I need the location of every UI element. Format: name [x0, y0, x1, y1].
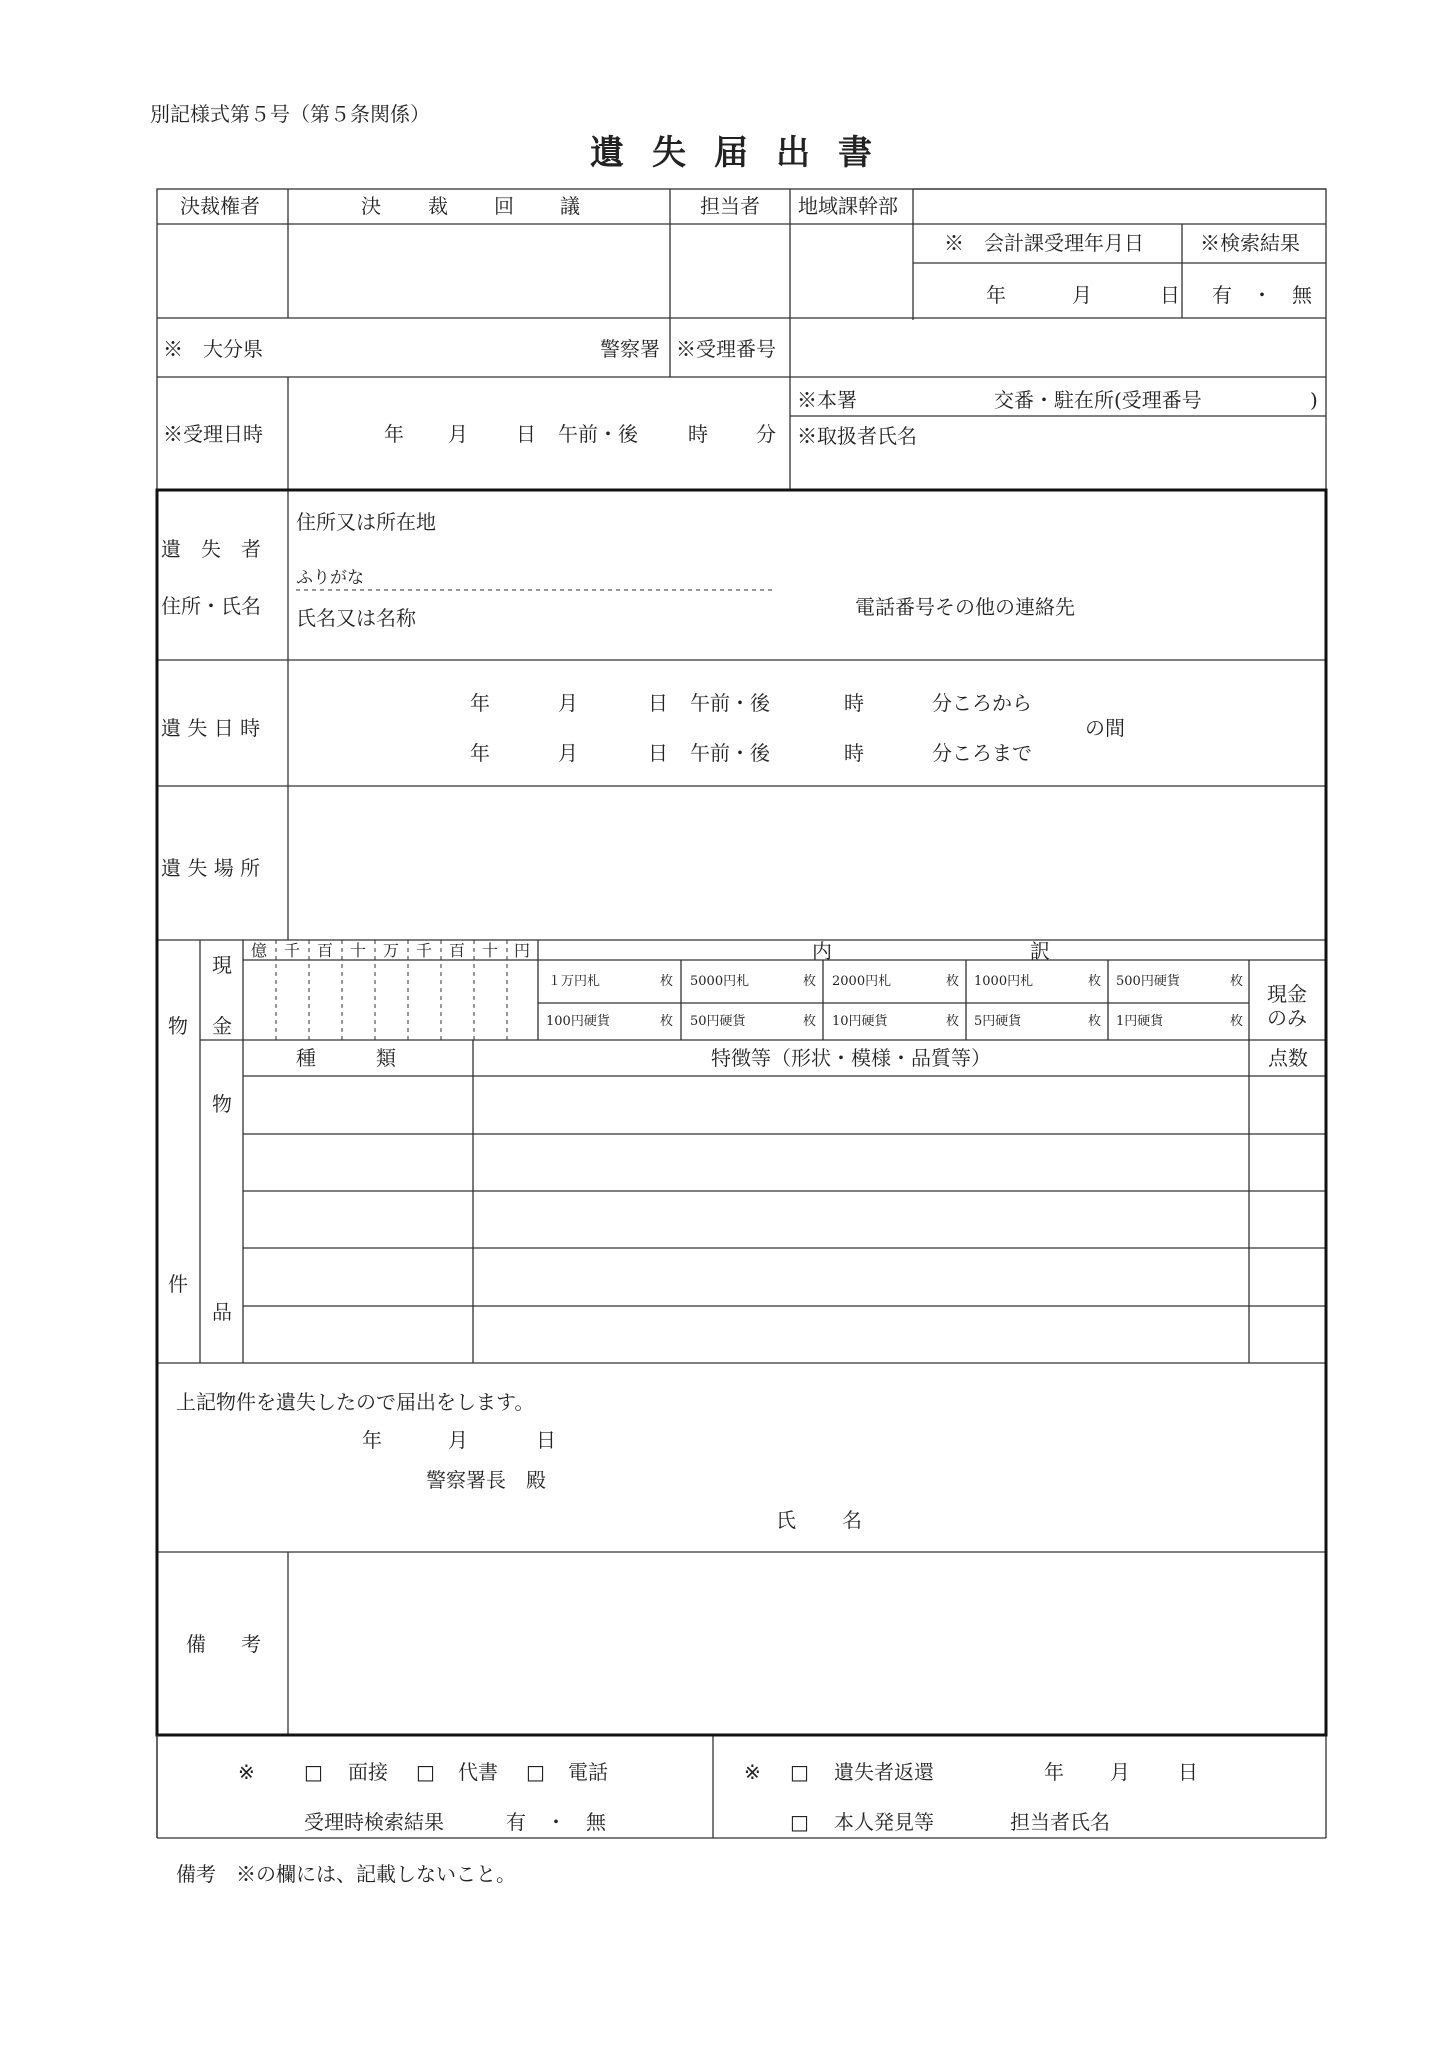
- declaration-day: 日: [536, 1428, 556, 1452]
- denom-5-unit: 枚: [1088, 1014, 1102, 1029]
- remarks-label-1: 備: [186, 1632, 206, 1656]
- title-char-4: 出: [776, 133, 810, 173]
- from-day: 日: [648, 691, 668, 715]
- furigana-label: ふりがな: [296, 568, 364, 588]
- breakdown-label-2: 訳: [1030, 939, 1050, 963]
- search-result-label: ※検索結果: [1200, 231, 1300, 255]
- goods-label-2: 品: [212, 1300, 232, 1324]
- accounting-day: 日: [1160, 283, 1180, 307]
- interview-checkbox[interactable]: □: [304, 1760, 323, 1784]
- denom-10000-unit: 枚: [660, 974, 674, 989]
- declaration-year: 年: [362, 1428, 382, 1452]
- denom-2000-unit: 枚: [946, 974, 960, 989]
- receipt-ampm: 午前・後: [558, 422, 638, 446]
- koban-label: 交番・駐在所(受理番号: [994, 388, 1202, 412]
- cash-label-2: 金: [212, 1014, 232, 1038]
- breakdown-label-1: 内: [812, 939, 832, 963]
- loser-label-line1: 遺 失 者: [161, 537, 261, 561]
- from-year: 年: [470, 691, 490, 715]
- koban-close: ): [1310, 388, 1318, 412]
- receipt-number-label: ※受理番号: [676, 337, 776, 361]
- accounting-month: 月: [1072, 283, 1092, 307]
- prefecture-label: ※ 大分県: [163, 337, 263, 361]
- main-station-label: ※本署: [797, 388, 857, 412]
- receipt-search-label: 受理時検索結果: [304, 1810, 444, 1834]
- receipt-year: 年: [384, 422, 404, 446]
- self-found-label: 本人発見等: [834, 1810, 934, 1834]
- loss-place-label: 遺 失 場 所: [161, 856, 261, 880]
- receipt-datetime-label: ※受理日時: [163, 422, 263, 446]
- circulation-char-4: 議: [560, 194, 580, 218]
- title-char-2: 失: [652, 133, 686, 173]
- declaration-month: 月: [448, 1428, 468, 1452]
- kind-header: 種 類: [296, 1046, 396, 1070]
- authority-label: 決裁権者: [180, 194, 260, 218]
- interview-label: 面接: [348, 1760, 388, 1784]
- circulation-char-3: 回: [494, 194, 514, 218]
- returned-label: 遺失者返還: [834, 1760, 934, 1784]
- staff-name-label: 担当者氏名: [1010, 1810, 1110, 1834]
- to-hour: 時: [844, 741, 864, 765]
- returned-day: 日: [1178, 1760, 1198, 1784]
- receipt-month: 月: [448, 422, 468, 446]
- phone-checkbox[interactable]: □: [526, 1760, 545, 1784]
- declarant-name-1: 氏: [776, 1508, 796, 1532]
- from-hour: 時: [844, 691, 864, 715]
- denom-5000-unit: 枚: [803, 974, 817, 989]
- to-day: 日: [648, 741, 668, 765]
- self-found-checkbox[interactable]: □: [790, 1810, 809, 1834]
- receipt-hour: 時: [688, 422, 708, 446]
- footer-mark-right: ※: [744, 1760, 761, 1784]
- digit-oku: 億: [251, 941, 268, 960]
- denom-10: 10円硬貨: [832, 1014, 888, 1029]
- digit-sen-1: 千: [284, 941, 301, 960]
- accounting-receipt-label: ※ 会計課受理年月日: [944, 231, 1144, 255]
- denom-100-unit: 枚: [660, 1014, 674, 1029]
- form-number: 別記様式第５号（第５条関係）: [150, 102, 430, 126]
- loss-datetime-label: 遺 失 日 時: [161, 716, 261, 740]
- cash-only-label-1: 現金: [1267, 982, 1307, 1006]
- denom-1: 1円硬貨: [1116, 1014, 1164, 1029]
- cash-label-1: 現: [212, 953, 232, 977]
- person-in-charge-label: 担当者: [700, 194, 760, 218]
- digit-en: 円: [514, 941, 531, 960]
- denom-10000: １万円札: [548, 974, 601, 989]
- title-char-3: 届: [714, 133, 748, 173]
- denom-5: 5円硬貨: [974, 1014, 1022, 1029]
- footer-note: 備考 ※の欄には、記載しないこと。: [176, 1862, 516, 1886]
- denom-2000: 2000円札: [832, 974, 892, 989]
- returned-month: 月: [1110, 1760, 1130, 1784]
- property-label-2: 件: [168, 1272, 188, 1296]
- denom-500: 500円硬貨: [1116, 974, 1180, 989]
- circulation-char-2: 裁: [428, 194, 448, 218]
- digit-juu-2: 十: [482, 941, 499, 960]
- features-header: 特徴等（形状・模様・品質等）: [711, 1046, 991, 1070]
- digit-juu-1: 十: [350, 941, 367, 960]
- returned-year: 年: [1044, 1760, 1064, 1784]
- digit-man: 万: [383, 941, 400, 960]
- to-month: 月: [558, 741, 578, 765]
- denom-1000-unit: 枚: [1088, 974, 1102, 989]
- remarks-label-2: 考: [241, 1632, 261, 1656]
- phone-method-label: 電話: [568, 1760, 608, 1784]
- declarant-name-2: 名: [842, 1508, 862, 1532]
- handler-name-label: ※取扱者氏名: [797, 424, 917, 448]
- receipt-minute: 分: [756, 422, 776, 446]
- search-result-yes-no: 有 ・ 無: [1212, 283, 1312, 307]
- receipt-day: 日: [516, 422, 536, 446]
- denom-50-unit: 枚: [803, 1014, 817, 1029]
- receipt-search-yes-no: 有 ・ 無: [506, 1810, 606, 1834]
- returned-checkbox[interactable]: □: [790, 1760, 809, 1784]
- from-minute: 分ころから: [932, 691, 1032, 715]
- denom-5000: 5000円札: [690, 974, 750, 989]
- footer-mark-left: ※: [238, 1760, 255, 1784]
- name-label: 氏名又は名称: [296, 606, 416, 630]
- circulation-char-1: 決: [361, 194, 381, 218]
- denom-10-unit: 枚: [946, 1014, 960, 1029]
- declaration-text: 上記物件を遺失したので届出をします。: [176, 1390, 535, 1414]
- loser-label-line2: 住所・氏名: [161, 594, 261, 618]
- property-label-1: 物: [168, 1014, 188, 1038]
- digit-hyaku-1: 百: [317, 941, 334, 960]
- denom-1-unit: 枚: [1230, 1014, 1244, 1029]
- title-char-5: 書: [838, 133, 872, 173]
- from-ampm: 午前・後: [690, 691, 770, 715]
- denom-500-unit: 枚: [1230, 974, 1244, 989]
- address-label: 住所又は所在地: [296, 510, 436, 534]
- phone-label: 電話番号その他の連絡先: [855, 595, 1075, 619]
- denom-100: 100円硬貨: [546, 1014, 610, 1029]
- to-year: 年: [470, 741, 490, 765]
- denom-50: 50円硬貨: [690, 1014, 746, 1029]
- between-label: の間: [1085, 716, 1125, 740]
- station-chief-label: 警察署長 殿: [426, 1468, 546, 1492]
- digit-hyaku-2: 百: [449, 941, 466, 960]
- from-month: 月: [558, 691, 578, 715]
- digit-sen-2: 千: [416, 941, 433, 960]
- police-station-label: 警察署: [600, 337, 660, 361]
- to-ampm: 午前・後: [690, 741, 770, 765]
- goods-label-1: 物: [212, 1092, 232, 1116]
- count-header: 点数: [1268, 1046, 1308, 1070]
- accounting-year: 年: [986, 283, 1006, 307]
- region-chief-label: 地域課幹部: [798, 194, 898, 218]
- cash-only-label-2: のみ: [1267, 1006, 1307, 1030]
- to-minute: 分ころまで: [932, 741, 1032, 765]
- title-char-1: 遺: [590, 133, 624, 173]
- proxy-checkbox[interactable]: □: [416, 1760, 435, 1784]
- proxy-label: 代書: [458, 1760, 498, 1784]
- denom-1000: 1000円札: [974, 974, 1034, 989]
